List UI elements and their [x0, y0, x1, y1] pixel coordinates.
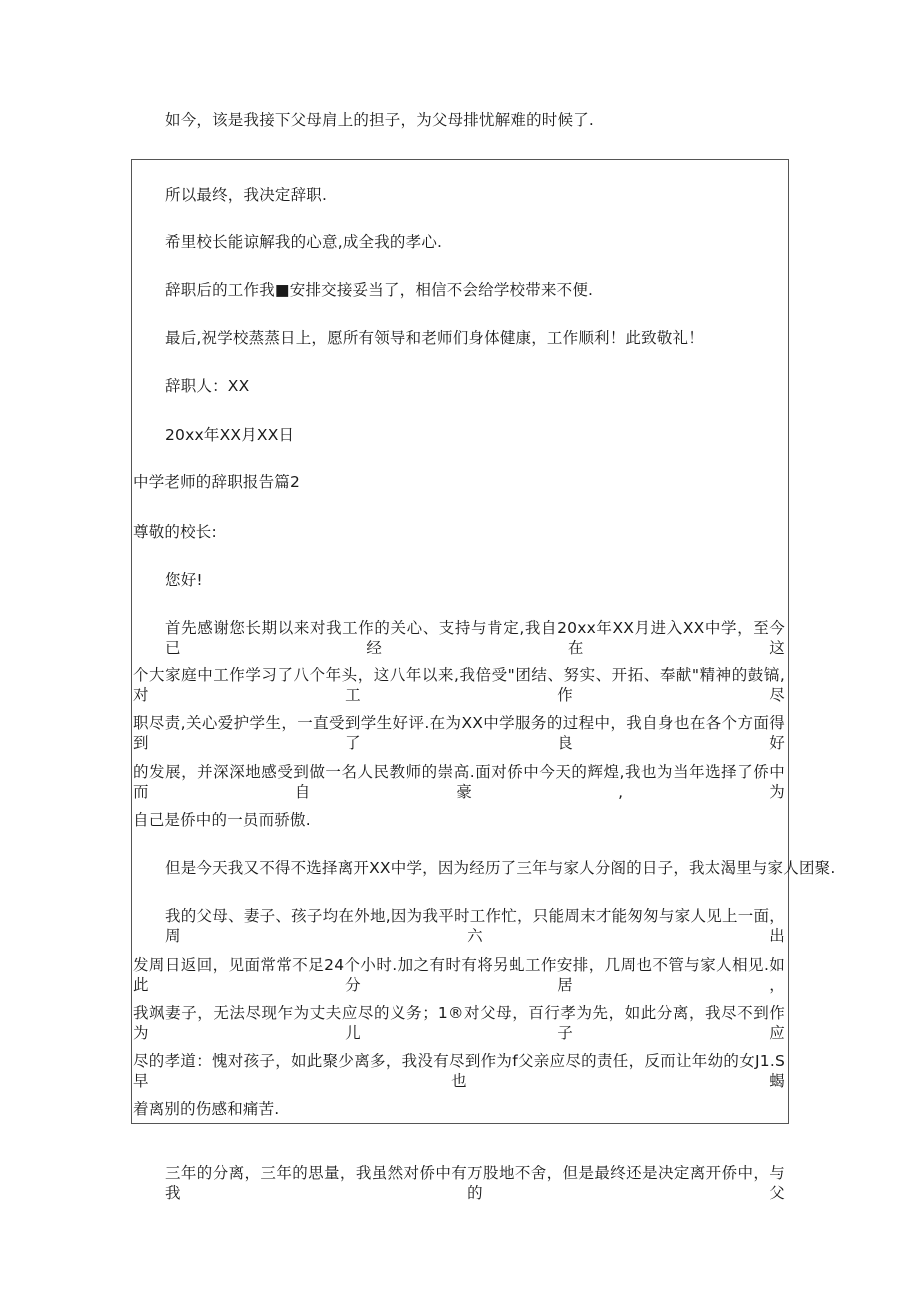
- paragraph-leaving: 但是今天我又不得不选择离开XX中学，因为经历了三年与家人分阁的日子，我太渴里与家人团聚.: [165, 859, 836, 877]
- para-main-line: 个大家庭中工作学习了八个年头，这八年以来,我倍受"团结、努实、开拓、奉献"精神的鼓镐,对工作尽: [133, 666, 785, 704]
- paragraph-handover: 辞职后的工作我■安排交接妥当了，相信不会给学校带来不便.: [165, 281, 594, 299]
- para-family-line: 发周日返回，见面常常不足24个小时.加之有时有将另虬工作安排，几周也不管与家人相见.如此分居，: [133, 956, 785, 994]
- para-family-line: 着离别的伤感和痛苦.: [133, 1100, 280, 1118]
- paragraph-closing-wishes: 最后,祝学校蒸蒸日上，愿所有领导和老师们身体健康，工作顺利！此致敬礼！: [165, 329, 704, 347]
- date-line: 20xx年XX月XX日: [165, 426, 295, 444]
- para-family-line: 我的父母、妻子、孩子均在外地,因为我平时工作忙，只能周末才能匆匆与家人见上一面，周六出: [165, 907, 785, 945]
- paragraph-hope-understand: 希里校长能谅解我的心意,成全我的孝心.: [165, 233, 443, 251]
- para-main-line: 自己是侨中的一员而骄傲.: [133, 811, 311, 829]
- section-heading: 中学老师的辞职报告篇2: [133, 473, 301, 491]
- para-main-line: 的发展，并深深地感受到做一名人民教师的崇高.面对侨中今天的辉煌,我也为当年选择了侨中而自豪,为: [133, 763, 785, 801]
- paragraph-bottom: 三年的分离，三年的思量，我虽然对侨中有万股地不舍，但是最终还是决定离开侨中，与我的父: [165, 1164, 785, 1202]
- salutation: 尊敬的校长:: [133, 523, 217, 541]
- signer-line: 辞职人：XX: [165, 377, 250, 395]
- paragraph-resign-decision: 所以最终，我决定辞职.: [165, 186, 328, 204]
- greeting: 您好!: [165, 571, 203, 589]
- para-main-line: 首先感谢您长期以来对我工作的关心、支持与肯定,我自20xx年XX月进入XX中学，至今已经在这: [165, 619, 785, 657]
- paragraph-top: 如今，该是我接下父母肩上的担子，为父母排忧解难的时候了.: [165, 111, 595, 129]
- para-family-line: 尽的孝道：愧对孩子，如此聚少离多，我没有尽到作为f父亲应尽的责任，反而让年幼的女J1.S早也蝎: [133, 1052, 785, 1090]
- para-main-line: 职尽责,关心爱护学生，一直受到学生好评.在为XX中学服务的过程中，我自身也在各个方面得到了良好: [133, 714, 785, 752]
- para-family-line: 我飒妻子，无法尽现乍为丈夫应尽的义务；1®对父母，百行孝为先，如此分离，我尽不到作为儿子应: [133, 1004, 785, 1042]
